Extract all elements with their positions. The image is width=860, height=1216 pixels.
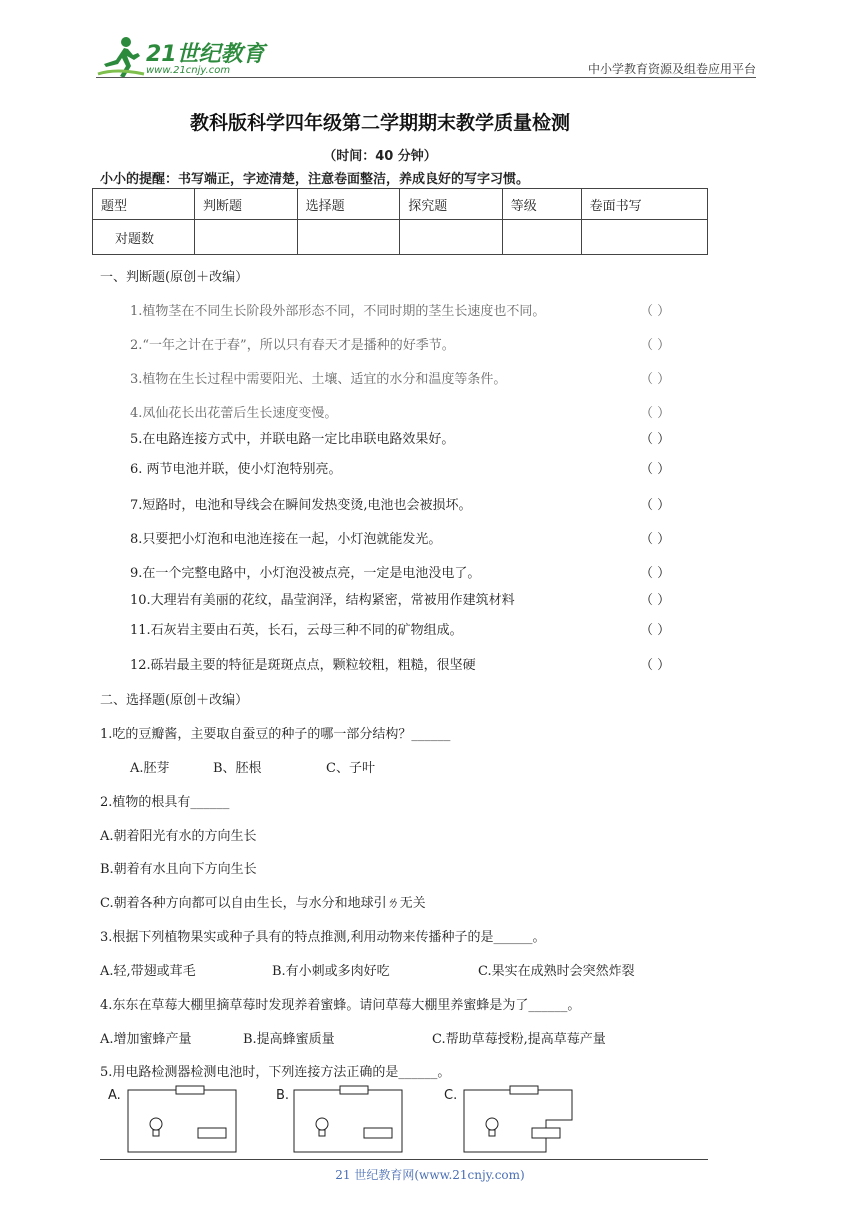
choice-option[interactable]: A.轻,带翅或茸毛 (100, 964, 196, 979)
answer-paren[interactable]: （ ） (640, 432, 671, 447)
score-table-row (93, 220, 708, 255)
table-header-cell: 判断题 (195, 189, 298, 220)
choice-option[interactable]: A.增加蜜蜂产量 (100, 1032, 192, 1047)
answer-paren[interactable]: （ ） (640, 462, 671, 477)
table-header-cell: 等级 (502, 189, 581, 220)
choice-question: 1.吃的豆瓣酱，主要取自蚕豆的种子的哪一部分结构？______ (100, 727, 451, 742)
table-header-cell: 探究题 (400, 189, 503, 220)
circuit-label-c[interactable]: C. (444, 1088, 458, 1103)
header-divider (96, 77, 756, 78)
judge-question: 9.在一个完整电路中，小灯泡没被点亮，一定是电池没电了。 (130, 566, 481, 581)
circuit-diagram-b[interactable] (292, 1084, 407, 1154)
score-table-header-row (93, 189, 708, 220)
score-cell[interactable] (195, 220, 298, 255)
logo-text: 21世纪教育 (146, 42, 265, 67)
circuit-label-b[interactable]: B. (276, 1088, 290, 1103)
section1-title: 一、判断题(原创＋改编） (100, 270, 249, 285)
choice-option[interactable]: C.果实在成熟时会突然炸裂 (478, 964, 635, 979)
judge-question: 12.砾岩最主要的特征是斑斑点点，颗粒较粗，粗糙，很坚硬 (130, 658, 476, 673)
choice-option[interactable]: C.帮助草莓授粉,提高草莓产量 (432, 1032, 606, 1047)
judge-question: 10.大理岩有美丽的花纹，晶莹润泽，结构紧密，常被用作建筑材料 (130, 593, 515, 608)
judge-question: 5.在电路连接方式中，并联电路一定比串联电路效果好。 (130, 432, 455, 447)
logo-url: www.21cnjy.com (146, 65, 231, 76)
answer-paren[interactable]: （ ） (640, 372, 671, 387)
logo-runner-icon (96, 34, 146, 80)
platform-name: 中小学教育资源及组卷应用平台 (587, 62, 756, 76)
judge-question: 6. 两节电池并联，使小灯泡特别亮。 (130, 462, 342, 477)
row-label-cell: 对题数 (93, 220, 195, 255)
footer-text[interactable]: 21 世纪教育网(www.21cnjy.com) (335, 1168, 525, 1182)
score-cell[interactable] (581, 220, 707, 255)
score-cell[interactable] (297, 220, 400, 255)
answer-paren[interactable]: （ ） (640, 406, 671, 421)
table-header-cell: 题型 (93, 189, 195, 220)
judge-question: 1.植物茎在不同生长阶段外部形态不同，不同时期的茎生长速度也不同。 (130, 304, 546, 319)
score-table (92, 188, 708, 255)
judge-question: 4.凤仙花长出花蕾后生长速度变慢。 (130, 406, 338, 421)
exam-tip: 小小的提醒：书写端正，字迹清楚，注意卷面整洁，养成良好的写字习惯。 (100, 172, 530, 187)
table-header-cell: 卷面书写 (581, 189, 707, 220)
judge-question: 8.只要把小灯泡和电池连接在一起，小灯泡就能发光。 (130, 532, 442, 547)
answer-paren[interactable]: （ ） (640, 304, 671, 319)
table-header-cell: 选择题 (297, 189, 400, 220)
choice-question: 4.东东在草莓大棚里摘草莓时发现养着蜜蜂。请问草莓大棚里养蜜蜂是为了______。 (100, 998, 581, 1013)
choice-option[interactable]: A.胚芽 (130, 761, 170, 776)
section2-title: 二、选择题(原创＋改编） (100, 693, 249, 708)
circuit-label-a[interactable]: A. (108, 1088, 121, 1103)
choice-question: 5.用电路检测器检测电池时，下列连接方法正确的是______。 (100, 1065, 451, 1080)
answer-paren[interactable]: （ ） (640, 593, 671, 608)
choice-option[interactable]: B.提高蜂蜜质量 (243, 1032, 335, 1047)
choice-option[interactable]: B、胚根 (213, 761, 262, 776)
answer-paren[interactable]: （ ） (640, 532, 671, 547)
score-cell[interactable] (502, 220, 581, 255)
answer-paren[interactable]: （ ） (640, 623, 671, 638)
exam-time: （时间：40 分钟） (323, 149, 437, 164)
choice-option[interactable]: B.朝着有水且向下方向生长 (100, 862, 257, 877)
circuit-diagram-c[interactable] (462, 1084, 577, 1154)
exam-title: 教科版科学四年级第二学期期末教学质量检测 (189, 112, 570, 134)
choice-question: 2.植物的根具有______ (100, 795, 230, 810)
judge-question: 2.“一年之计在于春”，所以只有春天才是播种的好季节。 (130, 338, 455, 353)
choice-option[interactable]: A.朝着阳光有水的方向生长 (100, 829, 257, 844)
choice-option[interactable]: B.有小刺或多肉好吃 (272, 964, 390, 979)
choice-option[interactable]: C.朝着各种方向都可以自由生长，与水分和地球引ㄌ无关 (100, 896, 426, 911)
answer-paren[interactable]: （ ） (640, 566, 671, 581)
answer-paren[interactable]: （ ） (640, 498, 671, 513)
judge-question: 11.石灰岩主要由石英，长石，云母三种不同的矿物组成。 (130, 623, 463, 638)
judge-question: 3.植物在生长过程中需要阳光、土壤、适宜的水分和温度等条件。 (130, 372, 507, 387)
choice-question: 3.根据下列植物果实或种子具有的特点推测,利用动物来传播种子的是______。 (100, 930, 546, 945)
answer-paren[interactable]: （ ） (640, 658, 671, 673)
score-cell[interactable] (400, 220, 503, 255)
answer-paren[interactable]: （ ） (640, 338, 671, 353)
judge-question: 7.短路时，电池和导线会在瞬间发热变烫,电池也会被损坏。 (130, 498, 472, 513)
footer-divider (100, 1159, 708, 1160)
circuit-diagram-a[interactable] (126, 1084, 241, 1154)
choice-option[interactable]: C、子叶 (326, 761, 375, 776)
